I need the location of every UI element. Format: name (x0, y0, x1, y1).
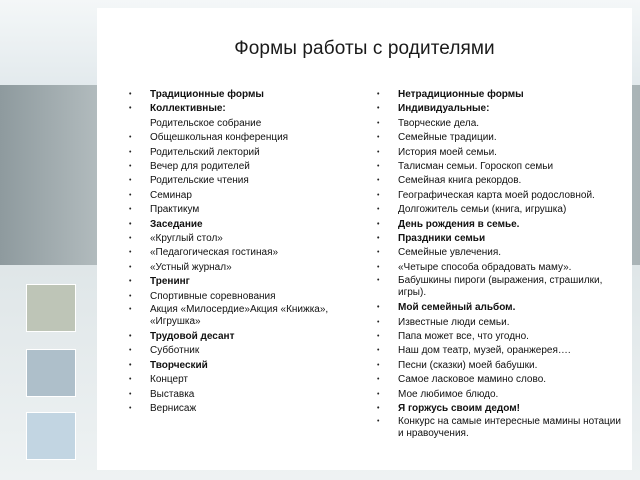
bullet-icon: • (377, 263, 380, 271)
traditional-list-item (127, 402, 347, 416)
bullet-icon: • (129, 332, 132, 340)
slide-panel (97, 8, 632, 470)
list-item-text: Папа может все, что угодно. (398, 330, 529, 342)
bullet-icon: • (377, 105, 380, 113)
list-item-text: Известные люди семьи. (398, 316, 510, 328)
bullet-icon: • (377, 206, 380, 214)
bullet-icon: • (129, 278, 132, 286)
traditional-list-item (127, 275, 347, 289)
traditional-list-item (127, 189, 347, 203)
list-item-text: «Устный журнал» (150, 261, 232, 273)
list-item-text: Тренинг (150, 276, 190, 288)
bullet-icon: • (377, 361, 380, 369)
list-item-text: Трудовой десант (150, 330, 235, 342)
traditional-list-item (127, 261, 347, 275)
list-item-text: Родительский лекторий (150, 146, 260, 158)
traditional-list-item (127, 373, 347, 387)
nontraditional-list-item (375, 275, 625, 298)
bullet-icon: • (377, 220, 380, 228)
list-item-text: Мой семейный альбом. (398, 302, 516, 314)
list-item-text: Праздники семьи (398, 233, 486, 245)
bullet-icon: • (377, 235, 380, 243)
list-item-text: Акция «Милосердие»Акция «Книжка», «Игрушка» (150, 304, 329, 327)
list-item-text: «Педагогическая гостиная» (150, 247, 279, 259)
bullet-icon: • (377, 91, 380, 98)
nontraditional-list-item (375, 330, 625, 344)
list-item-text: Долгожитель семьи (книга, игрушка) (398, 204, 567, 216)
nontraditional-list-item (375, 359, 625, 373)
traditional-list-item (127, 160, 347, 174)
nontraditional-list-item (375, 344, 625, 358)
traditional-list-item (127, 330, 347, 344)
list-item-text: Родительские чтения (150, 175, 249, 187)
bullet-icon: • (377, 148, 380, 156)
bullet-icon: • (129, 376, 132, 384)
list-item-subtext: Родительское собрание (150, 117, 262, 129)
list-item-text: Семинар (150, 189, 192, 201)
list-item-text: Семейные традиции. (398, 132, 497, 144)
bullet-icon: • (377, 376, 380, 384)
traditional-list-item (127, 246, 347, 260)
slide-title: Формы работы с родителями (234, 38, 495, 59)
bullet-icon: • (377, 177, 380, 185)
list-item-text: Песни (сказки) моей бабушки. (398, 359, 538, 371)
nontraditional-list-item (375, 189, 625, 203)
nontraditional-list-item (375, 218, 625, 232)
bullet-icon: • (129, 91, 132, 98)
bullet-icon: • (129, 405, 132, 413)
list-item-text: Нетрадиционные формы (398, 89, 524, 100)
nontraditional-list-item (375, 160, 625, 174)
nontraditional-list-item (375, 261, 625, 275)
list-item-text: Вечер для родителей (150, 161, 250, 173)
decor-square-2 (26, 349, 76, 397)
bullet-icon: • (129, 361, 132, 369)
list-item-text: История моей семьи. (398, 146, 497, 158)
nontraditional-list-item (375, 416, 625, 439)
nontraditional-forms-list (375, 88, 625, 442)
list-item-text: Семейные увлечения. (398, 247, 502, 259)
list-item-text: Конкурс на самые интересные мамины нотации и нравоучения. (398, 416, 621, 439)
traditional-forms-list (127, 88, 347, 416)
list-item-text: Практикум (150, 204, 200, 216)
bullet-icon: • (129, 191, 132, 199)
nontraditional-list-item (375, 373, 625, 387)
bullet-icon: • (377, 191, 380, 199)
list-item-text: Спортивные соревнования (150, 290, 276, 302)
bullet-icon: • (377, 119, 380, 127)
bullet-icon: • (129, 163, 132, 171)
bullet-icon: • (377, 418, 380, 426)
bullet-icon: • (129, 105, 132, 113)
nontraditional-list-item (375, 232, 625, 246)
traditional-list-item (127, 203, 347, 217)
nontraditional-list-item (375, 146, 625, 160)
bullet-icon: • (129, 177, 132, 185)
list-item-text: Выставка (150, 388, 195, 400)
list-item-text: Концерт (150, 374, 189, 386)
bullet-icon: • (377, 332, 380, 340)
nontraditional-list-item (375, 88, 625, 102)
bullet-icon: • (129, 306, 132, 314)
traditional-list-item (127, 290, 347, 304)
list-item-text: Мое любимое блюдо. (398, 388, 499, 400)
bullet-icon: • (129, 390, 132, 398)
traditional-list-item (127, 388, 347, 402)
decor-square-1 (26, 284, 76, 332)
nontraditional-list-item (375, 117, 625, 131)
traditional-list-item (127, 344, 347, 358)
bullet-icon: • (377, 347, 380, 355)
list-item-text: Самое ласковое мамино слово. (398, 374, 547, 386)
list-item-text: Наш дом театр, музей, оранжерея…. (398, 345, 571, 357)
traditional-list-item (127, 304, 347, 327)
nontraditional-list-item (375, 388, 625, 402)
nontraditional-list-item (375, 203, 625, 217)
bullet-icon: • (129, 134, 132, 142)
bullet-icon: • (129, 235, 132, 243)
bullet-icon: • (377, 390, 380, 398)
list-item-text: Коллективные: (150, 103, 226, 115)
bullet-icon: • (377, 163, 380, 171)
bullet-icon: • (129, 148, 132, 156)
bullet-icon: • (377, 277, 380, 285)
bullet-icon: • (129, 263, 132, 271)
list-item-text: Вернисаж (150, 403, 197, 415)
list-item-text: Талисман семьи. Гороскоп семьи (398, 161, 554, 173)
nontraditional-list-item (375, 174, 625, 188)
list-item-text: Субботник (150, 345, 200, 357)
nontraditional-list-item (375, 131, 625, 145)
nontraditional-list-item (375, 316, 625, 330)
list-item-text: Традиционные формы (150, 89, 264, 100)
list-item-text: Семейная книга рекордов. (398, 175, 522, 187)
list-item-text: Общешкольная конференция (150, 132, 289, 144)
nontraditional-list-item (375, 301, 625, 315)
traditional-list-item (127, 218, 347, 232)
bullet-icon: • (129, 206, 132, 214)
traditional-list-item (127, 359, 347, 373)
list-item-text: Индивидуальные: (398, 103, 490, 115)
nontraditional-list-item (375, 402, 625, 416)
bullet-icon: • (377, 304, 380, 312)
traditional-list-item (127, 88, 347, 102)
traditional-list-item (127, 131, 347, 145)
traditional-list-item (127, 102, 347, 131)
bullet-icon: • (377, 249, 380, 257)
bullet-icon: • (129, 249, 132, 257)
nontraditional-list-item (375, 246, 625, 260)
traditional-list-item (127, 174, 347, 188)
bullet-icon: • (377, 318, 380, 326)
list-item-text: Географическая карта моей родословной. (398, 189, 595, 201)
list-item-text: Творческий (150, 359, 208, 371)
traditional-list-item (127, 146, 347, 160)
list-item-text: Я горжусь своим дедом! (398, 403, 520, 415)
bullet-icon: • (129, 347, 132, 355)
list-item-text: Творческие дела. (398, 117, 480, 129)
nontraditional-list-item (375, 102, 625, 116)
list-item-text: «Четыре способа обрадовать маму». (398, 261, 572, 273)
bullet-icon: • (377, 405, 380, 413)
bullet-icon: • (129, 220, 132, 228)
list-item-text: «Круглый стол» (150, 233, 223, 245)
bullet-icon: • (129, 292, 132, 300)
list-item-text: Бабушкины пироги (выражения, страшилки, игры). (398, 275, 603, 298)
bullet-icon: • (377, 134, 380, 142)
decor-square-3 (26, 412, 76, 460)
list-item-text: Заседание (150, 218, 203, 230)
list-item-text: День рождения в семье. (398, 218, 520, 230)
traditional-list-item (127, 232, 347, 246)
